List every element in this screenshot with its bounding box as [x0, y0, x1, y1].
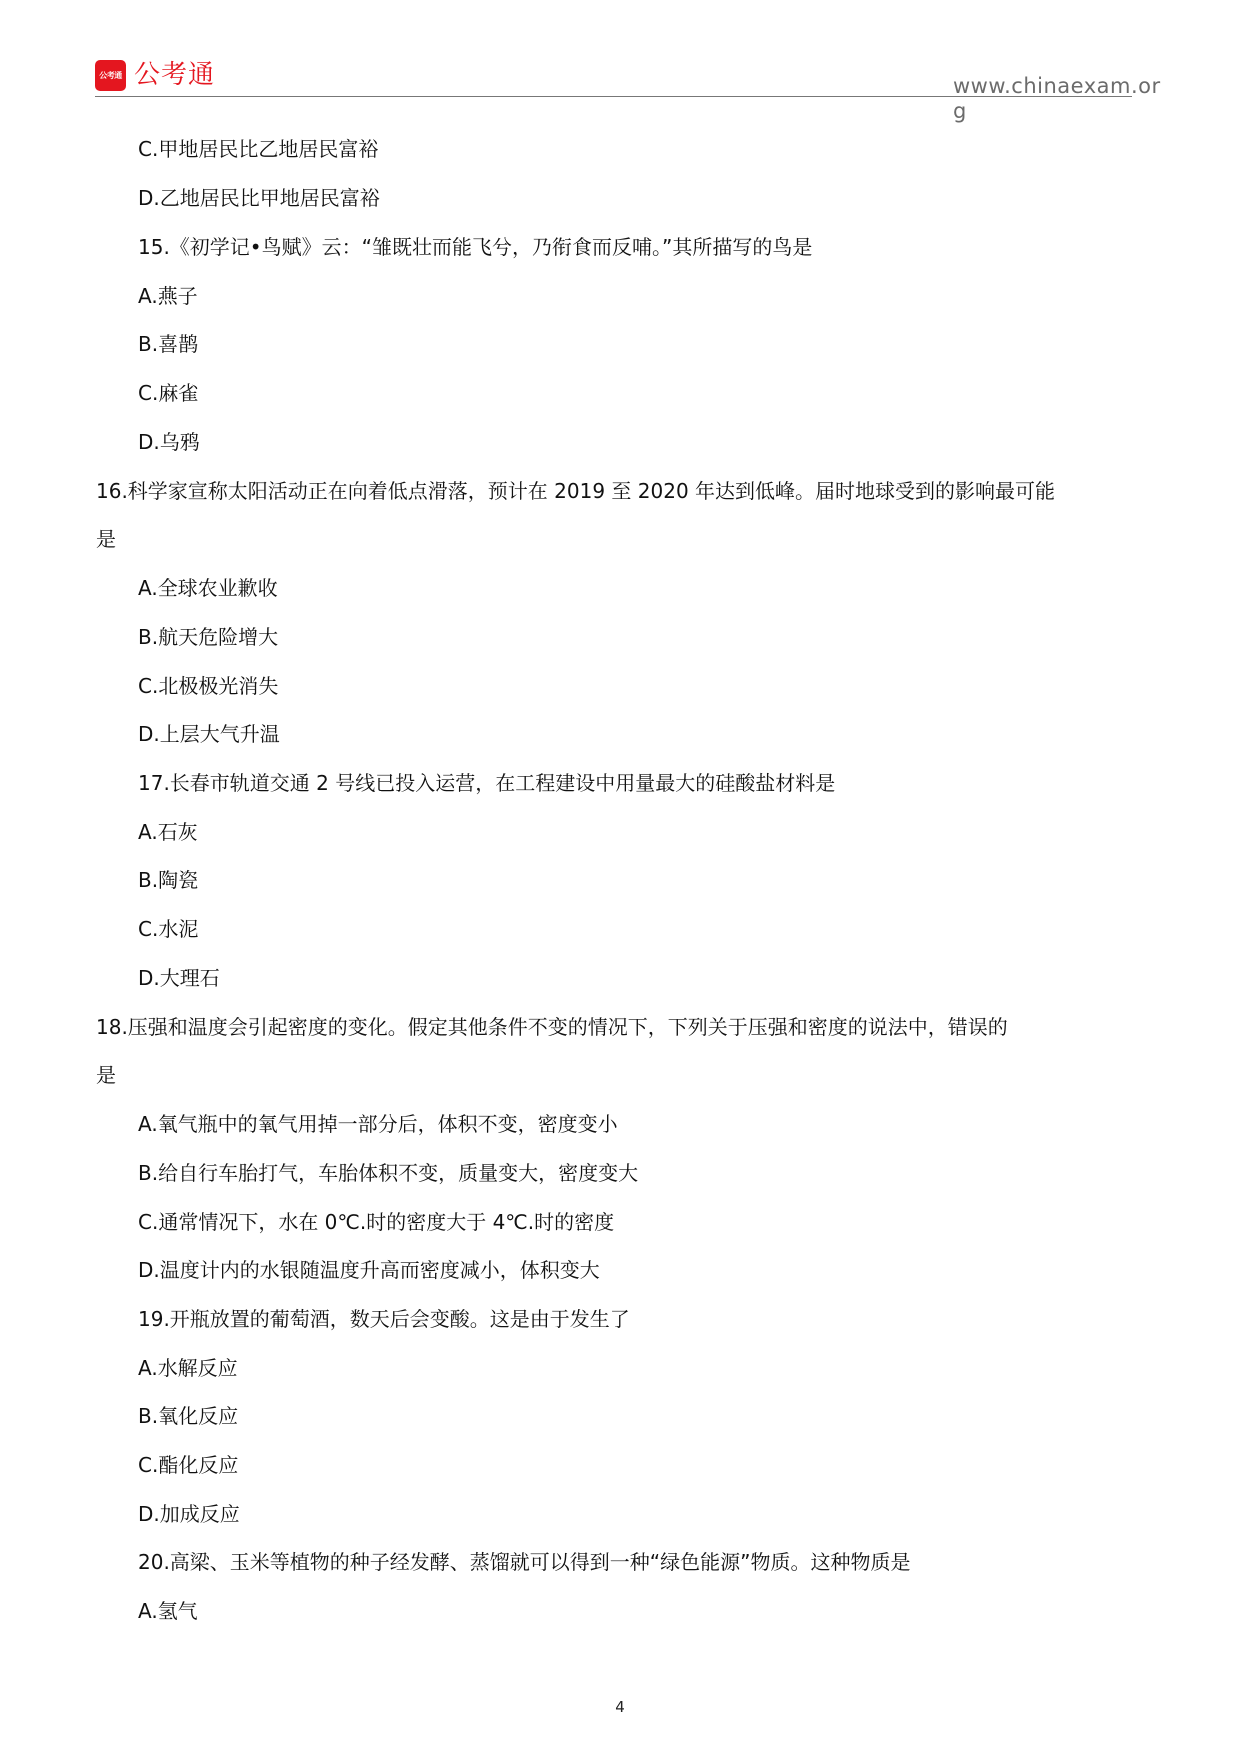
brand-logo: [95, 60, 215, 91]
answer-option: D.乌鸦: [138, 430, 200, 454]
answer-option: C.水泥: [138, 917, 199, 941]
question-text: 15.《初学记•鸟赋》云：“雏既壮而能飞兮，乃衔食而反哺。”其所描写的鸟是: [138, 235, 813, 259]
answer-option: B.氧化反应: [138, 1404, 239, 1428]
answer-option: B.给自行车胎打气，车胎体积不变，质量变大，密度变大: [138, 1161, 639, 1185]
answer-option: A.氢气: [138, 1599, 198, 1623]
page-number: 4: [615, 1698, 625, 1716]
logo-badge-icon: 公考通: [95, 60, 126, 91]
answer-option: C.通常情况下，水在 0℃.时的密度大于 4℃.时的密度: [138, 1210, 615, 1234]
logo-wordmark: 公考通: [134, 60, 216, 90]
answer-option: A.水解反应: [138, 1356, 238, 1380]
question-continuation: 是: [96, 1063, 116, 1087]
answer-option: D.温度计内的水银随温度升高而密度减小，体积变大: [138, 1258, 600, 1282]
answer-option: A.石灰: [138, 820, 198, 844]
answer-option: A.燕子: [138, 284, 198, 308]
question-text: 20.高梁、玉米等植物的种子经发酵、蒸馏就可以得到一种“绿色能源”物质。这种物质是: [138, 1550, 911, 1574]
answer-option: C.麻雀: [138, 381, 199, 405]
question-continuation: 是: [96, 527, 116, 551]
answer-option: D.加成反应: [138, 1502, 240, 1526]
answer-option: D.大理石: [138, 966, 220, 990]
answer-option: B.喜鹊: [138, 332, 199, 356]
answer-option: A.全球农业歉收: [138, 576, 278, 600]
question-text: 16.科学家宣称太阳活动正在向着低点滑落，预计在 2019 至 2020 年达到低峰。届时地球受到的影响最可能: [96, 479, 1056, 503]
answer-option: B.陶瓷: [138, 868, 199, 892]
site-url: www.chinaexam.org: [953, 74, 1161, 123]
page-header: [0, 0, 1240, 130]
answer-option: C.甲地居民比乙地居民富裕: [138, 137, 379, 161]
answer-option: D.上层大气升温: [138, 722, 280, 746]
answer-option: D.乙地居民比甲地居民富裕: [138, 186, 380, 210]
answer-option: A.氧气瓶中的氧气用掉一部分后，体积不变，密度变小: [138, 1112, 618, 1136]
question-text: 19.开瓶放置的葡萄酒，数天后会变酸。这是由于发生了: [138, 1307, 630, 1331]
question-text: 17.长春市轨道交通 2 号线已投入运营，在工程建设中用量最大的硅酸盐材料是: [138, 771, 836, 795]
question-text: 18.压强和温度会引起密度的变化。假定其他条件不变的情况下，下列关于压强和密度的说法中，错误的: [96, 1015, 1008, 1039]
answer-option: C.北极极光消失: [138, 674, 279, 698]
answer-option: C.酯化反应: [138, 1453, 239, 1477]
answer-option: B.航天危险增大: [138, 625, 279, 649]
